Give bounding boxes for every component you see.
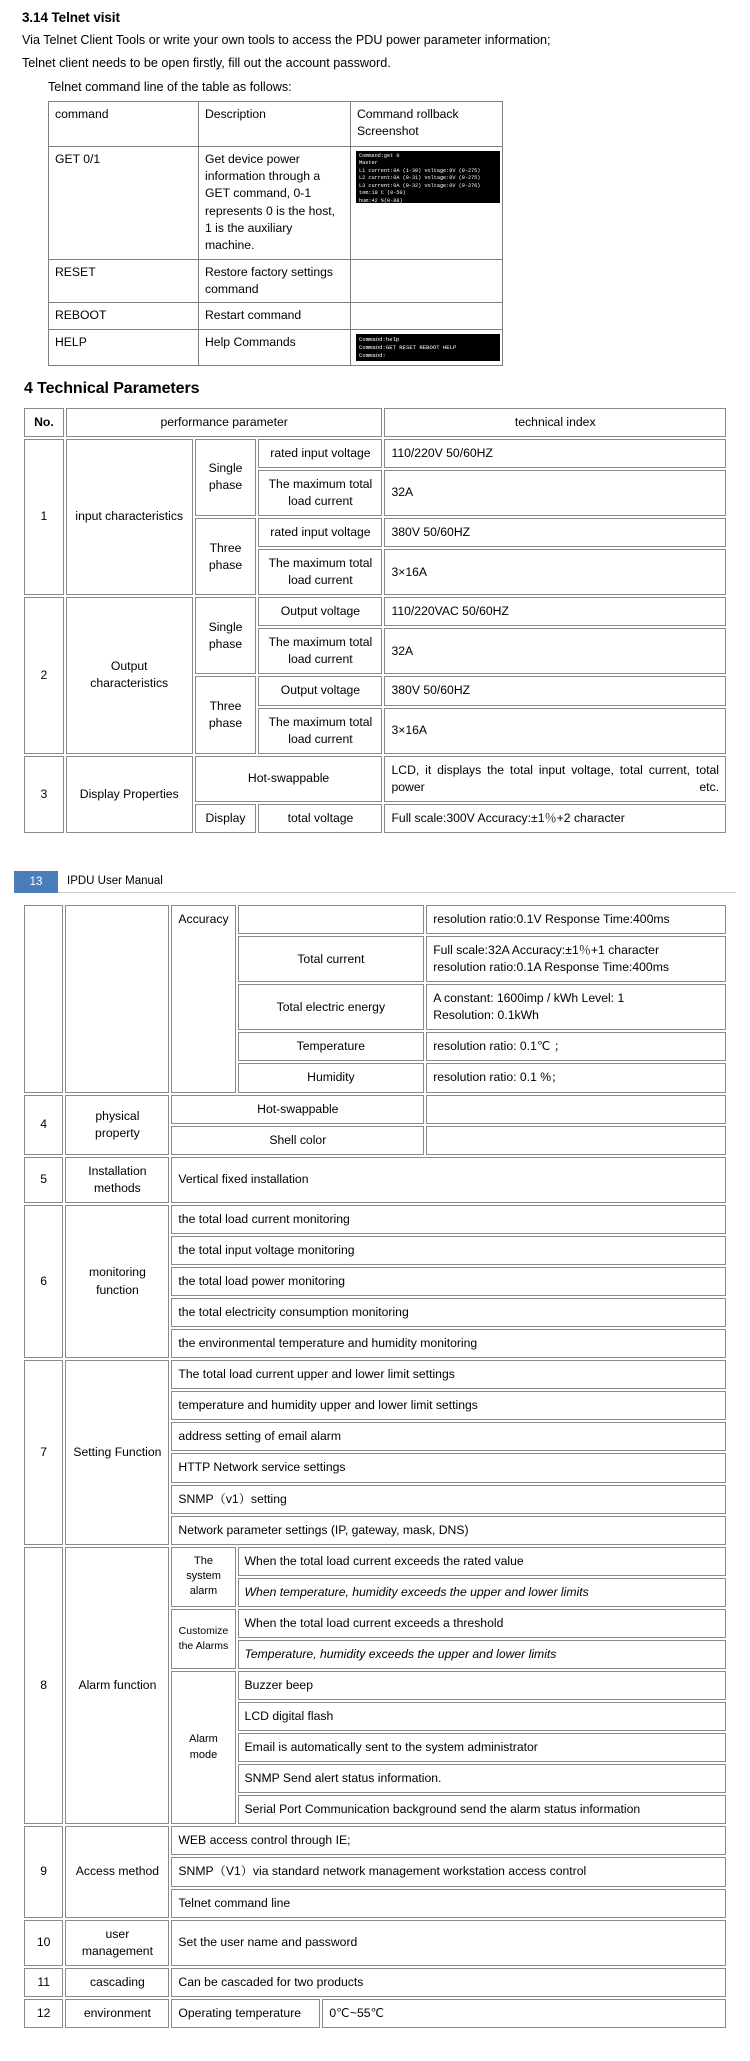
alarm-system-item-2: When temperature, humidity exceeds the upper and lower limits (238, 1578, 726, 1607)
alarm-mode-item-4: SNMP Send alert status information. (238, 1764, 726, 1793)
alarm-custom-item-1: When the total load current exceeds a threshold (238, 1609, 726, 1638)
technical-parameters-table-continued (22, 903, 728, 2030)
tech-row-no-2: 2 (24, 597, 64, 753)
technical-parameters-table (22, 406, 728, 835)
spacer-accuracy-sub (238, 905, 425, 934)
section-heading-telnet: 3.14 Telnet visit (22, 10, 120, 25)
value-energy-line1: A constant: 1600imp / kWh Level: 1 (433, 991, 625, 1006)
value-hot-swappable-display: LCD, it displays the total input voltage, total current, total power etc. (384, 756, 726, 802)
screenshot-cell-help (351, 329, 503, 365)
command-get: GET 0/1 (49, 146, 199, 259)
table-row (24, 1920, 726, 1966)
monitoring-item-3: the total load power monitoring (171, 1267, 726, 1296)
command-reboot: REBOOT (49, 303, 199, 329)
label-operating-temperature: Operating temperature (171, 1999, 320, 2028)
screenshot-cell-reset (351, 259, 503, 303)
tech-header-no: No. (24, 408, 64, 437)
tech-header-row (24, 408, 726, 437)
access-item-2: SNMP（V1）via standard network management workstation access control (171, 1857, 726, 1886)
value-cascading: Can be cascaded for two products (171, 1968, 726, 1997)
value-temperature: resolution ratio: 0.1℃ ； (426, 1032, 726, 1061)
table-row (24, 1157, 726, 1203)
telnet-paragraph-1: Via Telnet Client Tools or write your own tools to access the PDU power parameter information; (22, 33, 551, 47)
spacer-cell-no (24, 905, 63, 1093)
tech-row-no-1: 1 (24, 439, 64, 595)
value-installation-methods: Vertical fixed installation (171, 1157, 726, 1203)
setting-item-2: temperature and humidity upper and lower limit settings (171, 1391, 726, 1420)
alarm-mode-item-5: Serial Port Communication background send the alarm status information (238, 1795, 726, 1824)
telnet-command-table (48, 101, 503, 366)
screenshot-cell-reboot (351, 303, 503, 329)
value-total-current (426, 936, 726, 982)
tech-row-no-3: 3 (24, 756, 64, 833)
monitoring-item-4: the total electricity consumption monitoring (171, 1298, 726, 1327)
label-max-load-current-three-output: The maximum total load current (258, 708, 382, 754)
table-row (24, 1968, 726, 1997)
setting-item-6: Network parameter settings (IP, gateway, mask, DNS) (171, 1516, 726, 1545)
tech2-row-name-environment: environment (65, 1999, 169, 2028)
value-user-management: Set the user name and password (171, 1920, 726, 1966)
label-output-voltage-three: Output voltage (258, 676, 382, 705)
description-help: Help Commands (199, 329, 351, 365)
tech2-row-no-12: 12 (24, 1999, 63, 2028)
value-rated-input-voltage-three: 380V 50/60HZ (384, 518, 726, 547)
table-row (24, 1360, 726, 1389)
value-total-voltage: Full scale:300V Accuracy:±1％+2 character (384, 804, 726, 833)
screenshot-cell-get (351, 146, 503, 259)
page-one (0, 0, 750, 835)
page-header (14, 871, 736, 893)
tech2-row-no-5: 5 (24, 1157, 63, 1203)
monitoring-item-1: the total load current monitoring (171, 1205, 726, 1234)
value-output-voltage-three: 380V 50/60HZ (384, 676, 726, 705)
value-max-load-current-three-input: 3×16A (384, 549, 726, 595)
setting-item-4: HTTP Network service settings (171, 1453, 726, 1482)
label-max-load-current-single-input: The maximum total load current (258, 470, 382, 516)
tech-row-name-output: Output characteristics (66, 597, 193, 753)
tech2-row-name-user-management: user management (65, 1920, 169, 1966)
alarm-sub-mode: Alarm mode (171, 1671, 235, 1824)
label-total-voltage: total voltage (258, 804, 382, 833)
setting-item-1: The total load current upper and lower limit settings (171, 1360, 726, 1389)
alarm-system-item-1: When the total load current exceeds the rated value (238, 1547, 726, 1576)
value-hot-swappable-physical (426, 1095, 726, 1124)
monitoring-item-2: the total input voltage monitoring (171, 1236, 726, 1265)
spacer-cell-name (65, 905, 169, 1093)
label-temperature: Temperature (238, 1032, 425, 1061)
page-break-gap (0, 835, 750, 871)
value-total-electric-energy (426, 984, 726, 1030)
phase-three-input: Three phase (195, 518, 257, 595)
alarm-sub-system: The system alarm (171, 1547, 235, 1607)
value-shell-color (426, 1126, 726, 1155)
tech-header-index: technical index (384, 408, 726, 437)
terminal-screenshot-get: Command:get 0 Master L1 current:0A (1-30) voltage:0V (0-275) L2 current:0A (0-31) voltage:0V (0-275) L3 current:0A (0-32) voltage:0V (0-276) tem:19 C (0-50) hum:42 %(0-88) (356, 151, 500, 203)
tech2-row-name-access: Access method (65, 1826, 169, 1917)
tech2-row-name-monitoring: monitoring function (65, 1205, 169, 1358)
label-output-voltage-single: Output voltage (258, 597, 382, 626)
value-max-load-current-single-input: 32A (384, 470, 726, 516)
alarm-mode-item-2: LCD digital flash (238, 1702, 726, 1731)
tech2-row-name-installation: Installation methods (65, 1157, 169, 1203)
value-max-load-current-single-output: 32A (384, 628, 726, 674)
table-row (24, 1205, 726, 1234)
label-total-electric-energy: Total electric energy (238, 984, 425, 1030)
monitoring-item-5: the environmental temperature and humidity monitoring (171, 1329, 726, 1358)
value-total-current-line2: resolution ratio:0.1A Response Time:400ms (433, 960, 669, 975)
header-screenshot (351, 101, 503, 146)
description-reboot: Restart command (199, 303, 351, 329)
tech2-row-no-8: 8 (24, 1547, 63, 1825)
description-get: Get device power information through a GET command, 0-1 represents 0 is the host, 1 is the auxiliary machine. (199, 146, 351, 259)
table-row (24, 1826, 726, 1855)
label-shell-color: Shell color (171, 1126, 424, 1155)
tech2-row-name-alarm: Alarm function (65, 1547, 169, 1825)
label-accuracy: Accuracy (171, 905, 235, 1093)
alarm-sub-customize: Customize the Alarms (171, 1609, 235, 1669)
label-humidity: Humidity (238, 1063, 425, 1092)
command-reset: RESET (49, 259, 199, 303)
telnet-paragraph-3: Telnet command line of the table as follows: (48, 79, 292, 94)
access-item-3: Telnet command line (171, 1889, 726, 1918)
label-rated-input-voltage-three: rated input voltage (258, 518, 382, 547)
phase-single-output: Single phase (195, 597, 257, 674)
value-operating-temperature: 0℃~55℃ (322, 1999, 726, 2028)
value-accuracy: resolution ratio:0.1V Response Time:400ms (426, 905, 726, 934)
terminal-screenshot-help: Command:help Command:GET RESET REBOOT HELP Command: (356, 334, 500, 361)
header-screenshot-line1: Command rollback (357, 106, 459, 121)
table-row (24, 1095, 726, 1124)
value-rated-input-voltage-single: 110/220V 50/60HZ (384, 439, 726, 468)
page-two (0, 871, 750, 2040)
access-item-1: WEB access control through IE; (171, 1826, 726, 1855)
value-humidity: resolution ratio: 0.1 %； (426, 1063, 726, 1092)
tech-header-performance: performance parameter (66, 408, 383, 437)
label-max-load-current-three-input: The maximum total load current (258, 549, 382, 595)
table-row (49, 329, 503, 365)
setting-item-5: SNMP（v1）setting (171, 1485, 726, 1514)
alarm-mode-item-3: Email is automatically sent to the system administrator (238, 1733, 726, 1762)
tech2-row-no-10: 10 (24, 1920, 63, 1966)
label-total-current: Total current (238, 936, 425, 982)
header-description: Description (199, 101, 351, 146)
section-heading-technical: 4 Technical Parameters (24, 379, 200, 397)
table-row (24, 1547, 726, 1576)
table-row (24, 1999, 726, 2028)
alarm-mode-item-1: Buzzer beep (238, 1671, 726, 1700)
tech2-row-no-9: 9 (24, 1826, 63, 1917)
tech-row-name-display: Display Properties (66, 756, 193, 833)
telnet-paragraph-2: Telnet client needs to be open firstly, fill out the account password. (22, 56, 391, 71)
phase-single-input: Single phase (195, 439, 257, 516)
tech2-row-name-physical: physical property (65, 1095, 169, 1155)
header-command: command (49, 101, 199, 146)
tech2-row-name-cascading: cascading (65, 1968, 169, 1997)
phase-three-output: Three phase (195, 676, 257, 753)
value-output-voltage-single: 110/220VAC 50/60HZ (384, 597, 726, 626)
tech2-row-no-7: 7 (24, 1360, 63, 1544)
value-total-current-line1: Full scale:32A Accuracy:±1％+1 character (433, 943, 660, 958)
value-energy-line2: Resolution: 0.1kWh (433, 1008, 539, 1023)
label-rated-input-voltage-single: rated input voltage (258, 439, 382, 468)
table-row (24, 439, 726, 468)
label-max-load-current-single-output: The maximum total load current (258, 628, 382, 674)
table-row (24, 597, 726, 626)
setting-item-3: address setting of email alarm (171, 1422, 726, 1451)
label-hot-swappable-physical: Hot-swappable (171, 1095, 424, 1124)
description-reset: Restore factory settings command (199, 259, 351, 303)
label-display: Display (195, 804, 257, 833)
command-help: HELP (49, 329, 199, 365)
page-header-title: IPDU User Manual (58, 871, 736, 893)
tech-row-name-input: input characteristics (66, 439, 193, 595)
header-screenshot-line2: Screenshot (357, 124, 419, 139)
table-row (24, 756, 726, 802)
table-row (24, 905, 726, 934)
tech2-row-no-6: 6 (24, 1205, 63, 1358)
label-hot-swappable-display: Hot-swappable (195, 756, 383, 802)
table-row (49, 259, 503, 303)
tech2-row-no-4: 4 (24, 1095, 63, 1155)
value-max-load-current-three-output: 3×16A (384, 708, 726, 754)
table-row (49, 303, 503, 329)
tech2-row-name-setting: Setting Function (65, 1360, 169, 1544)
tech2-row-no-11: 11 (24, 1968, 63, 1997)
table-row (49, 146, 503, 259)
alarm-custom-item-2: Temperature, humidity exceeds the upper and lower limits (238, 1640, 726, 1669)
table-header-row (49, 101, 503, 146)
page-number-badge: 13 (14, 871, 58, 893)
